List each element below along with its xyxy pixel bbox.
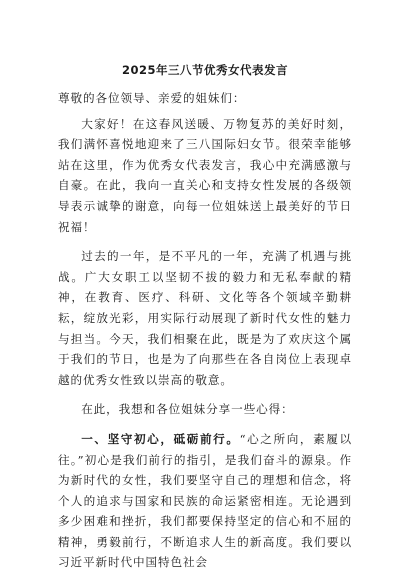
paragraph-share-intro: 在此，我想和各位姐妹分享一些心得： [81,402,294,417]
document-body [58,88,352,573]
paragraph-past-year: 过去的一年，是不平凡的一年，充满了机遇与挑战。广大女职工以坚韧不拔的毅力和无私奉献的精神，在教育、医疗、科研、文化等各个领域辛勤耕耘，绽放光彩，用实际行动展现了新时代女性的魅力与担当。今天，我们相聚在此，既是为了欢庆这个属于我们的节日，也是为了向那些在各自岗位上表现卓越的优秀女性致以崇高的敬意。 [58,249,352,387]
document-title: 2025年三八节优秀女代表发言 [121,63,288,77]
point-one [58,429,352,573]
salutation: 尊敬的各位领导、亲爱的姐妹们： [58,91,246,105]
point-one-heading: 一、坚守初心，砥砺前行。 [81,431,240,446]
paragraph-greeting: 大家好！在这春风送暖、万物复苏的美好时刻，我们满怀喜悦地迎来了三八国际妇女节。很荣幸能够站在这里，作为优秀女代表发言，我心中充满感激与自豪。在此，我向一直关心和支持女性发展的各级领导表示诚挚的谢意，向每一位姐妹送上最美好的节日祝福！ [58,116,352,234]
point-one-text: “心之所向，素履以往。”初心是我们前行的指引，是我们奋斗的源泉。作为新时代的女性，我们要坚守自己的理想和信念，将个人的追求与国家和民族的命运紧密相连。无论遇到多少困难和挫折，我们都要保持坚定的信心和不屈的精神，勇毅前行，不断追求人生的新高度。我们要以习近平新时代中国特色社会 [58,431,352,570]
